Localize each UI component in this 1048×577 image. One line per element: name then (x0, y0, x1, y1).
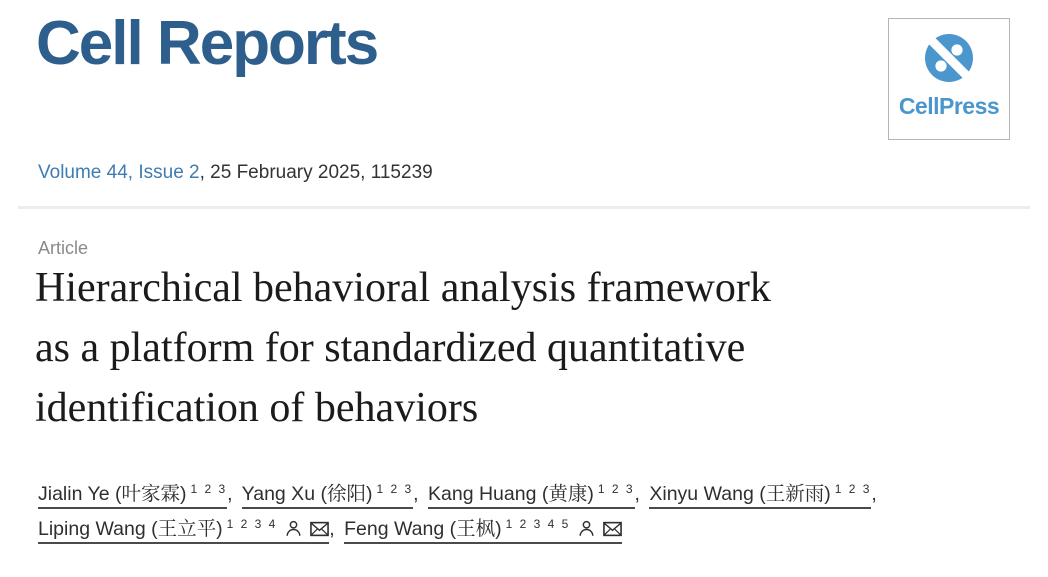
author (242, 483, 413, 509)
section-divider (18, 206, 1030, 209)
author-separator: , (871, 483, 877, 505)
person-icon[interactable] (578, 520, 595, 537)
journal-logo: Cell Reports (36, 9, 378, 78)
author-name: Liping Wang (王立平) (38, 518, 223, 540)
cellpress-logo[interactable] (888, 18, 1010, 140)
title-line: Hierarchical behavioral analysis framework (35, 265, 771, 311)
citation-date: , 25 February 2025, 115239 (199, 162, 433, 183)
title-line: as a platform for standardized quantitative (35, 325, 746, 371)
author-separator: , (413, 483, 419, 505)
author-name: Feng Wang (王枫) (344, 518, 502, 540)
author-link[interactable] (428, 483, 635, 509)
author-affiliations: 1 2 3 (190, 481, 228, 496)
author (649, 483, 871, 509)
author (38, 518, 329, 544)
author-name: Yang Xu (徐阳) (241, 483, 373, 505)
author-separator: , (634, 483, 640, 505)
author (38, 483, 227, 509)
author-name: Kang Huang (黄康) (428, 483, 594, 505)
article-title (35, 258, 1005, 438)
envelope-icon[interactable] (603, 521, 622, 537)
volume-issue-link[interactable]: Volume 44, Issue 2 (38, 162, 200, 183)
author-affiliations: 1 2 3 4 (226, 516, 278, 531)
author-affiliations: 1 2 3 (597, 481, 635, 496)
article-type-label: Article (38, 238, 89, 258)
citation-line (38, 162, 433, 184)
author-affiliations: 1 2 3 4 5 (505, 516, 571, 531)
title-line: identification of behaviors (35, 385, 479, 431)
author-name: Jialin Ye (叶家霖) (38, 483, 187, 505)
cellpress-swirl-icon (917, 28, 981, 92)
author-link[interactable] (649, 483, 871, 509)
author-link[interactable] (38, 518, 329, 544)
person-icon[interactable] (285, 520, 302, 537)
author-separator: , (227, 483, 233, 505)
author-link[interactable] (242, 483, 413, 509)
author-link[interactable] (344, 518, 622, 544)
author-link[interactable] (38, 483, 227, 509)
author (428, 483, 635, 509)
author (344, 518, 622, 544)
author-list (38, 477, 1023, 547)
cellpress-logo-text: CellPress (898, 93, 1000, 119)
author-affiliations: 1 2 3 (376, 481, 414, 496)
author-separator: , (329, 518, 335, 540)
envelope-icon[interactable] (310, 521, 329, 537)
author-affiliations: 1 2 3 (834, 481, 872, 496)
author-name: Xinyu Wang (王新雨) (649, 483, 831, 505)
